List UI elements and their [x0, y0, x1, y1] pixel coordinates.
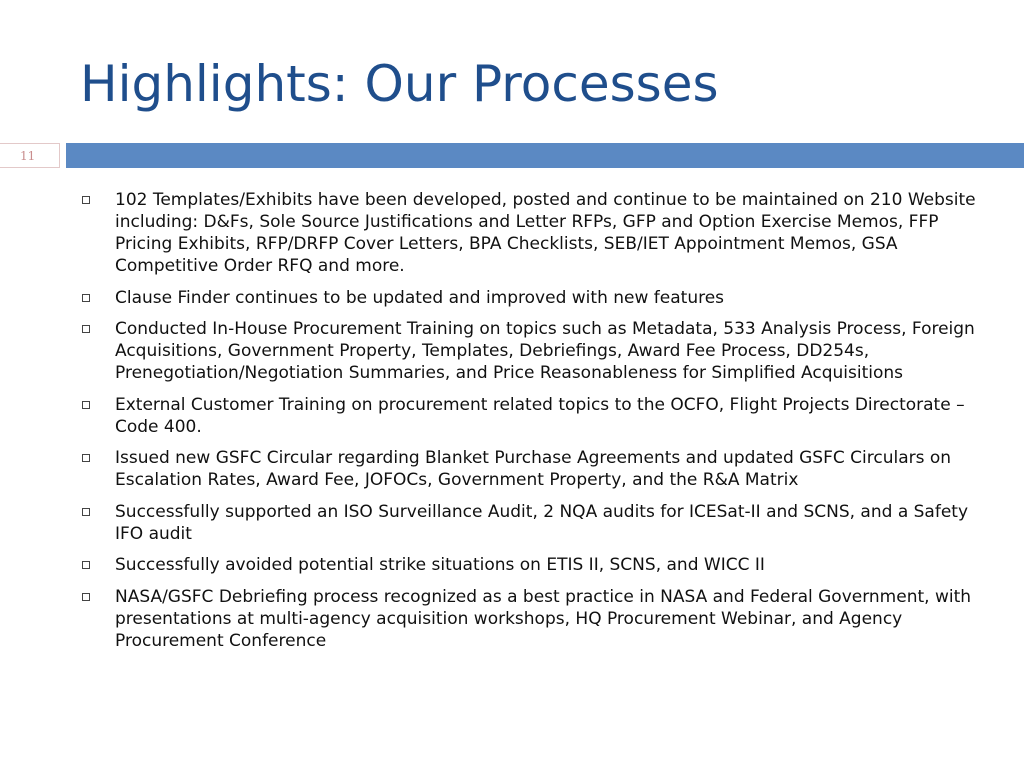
header-bar [66, 143, 1024, 168]
bullet-item [78, 287, 978, 309]
square-bullet-icon [82, 401, 90, 409]
square-bullet-icon [82, 196, 90, 204]
bullet-item [78, 394, 978, 438]
bullet-text: External Customer Training on procurement related topics to the OCFO, Flight Projects Directorate – Code 400. [115, 394, 965, 437]
square-bullet-icon [82, 454, 90, 462]
bullet-text: 102 Templates/Exhibits have been developed, posted and continue to be maintained on 210 Website including: D&Fs, Sole Source Justifications and Letter RFPs, GFP and Option Exercise Memos, FFP Pricing Exhibits, RFP/DRFP Cover Letters, BPA Checklists, SEB/IET Appointment Memos, GSA Competitive Order RFQ and more. [115, 190, 976, 276]
slide-title: Highlights: Our Processes [80, 55, 719, 113]
square-bullet-icon [82, 561, 90, 569]
bullet-text: NASA/GSFC Debriefing process recognized as a best practice in NASA and Federal Government, with presentations at multi-agency acquisition workshops, HQ Procurement Webinar, and Agency Procurement Conference [115, 586, 972, 651]
slide-number-box [0, 143, 60, 168]
bullet-item [78, 501, 978, 545]
bullet-item [78, 586, 978, 652]
slide-number: 11 [20, 149, 36, 163]
square-bullet-icon [82, 508, 90, 516]
square-bullet-icon [82, 325, 90, 333]
bullet-text: Conducted In-House Procurement Training on topics such as Metadata, 533 Analysis Process, Foreign Acquisitions, Government Property, Templates, Debriefings, Award Fee Process, DD254s, Prenegotiation/Negotiation Summaries, and Price Reasonableness for Simplified Acquisitions [115, 319, 975, 383]
bullet-list [78, 189, 978, 652]
bullet-text: Successfully supported an ISO Surveillance Audit, 2 NQA audits for ICESat-II and SCNS, and a Safety IFO audit [115, 501, 969, 544]
bullet-text: Clause Finder continues to be updated and improved with new features [115, 287, 725, 308]
bullet-item [78, 318, 978, 384]
square-bullet-icon [82, 593, 90, 601]
square-bullet-icon [82, 294, 90, 302]
bullet-item [78, 554, 978, 576]
bullet-text: Successfully avoided potential strike situations on ETIS II, SCNS, and WICC II [115, 555, 765, 575]
slide-content [78, 189, 978, 661]
bullet-text: Issued new GSFC Circular regarding Blanket Purchase Agreements and updated GSFC Circulars on Escalation Rates, Award Fee, JOFOCs, Government Property, and the R&A Matrix [115, 448, 952, 490]
bullet-item [78, 447, 978, 491]
bullet-item [78, 189, 978, 277]
